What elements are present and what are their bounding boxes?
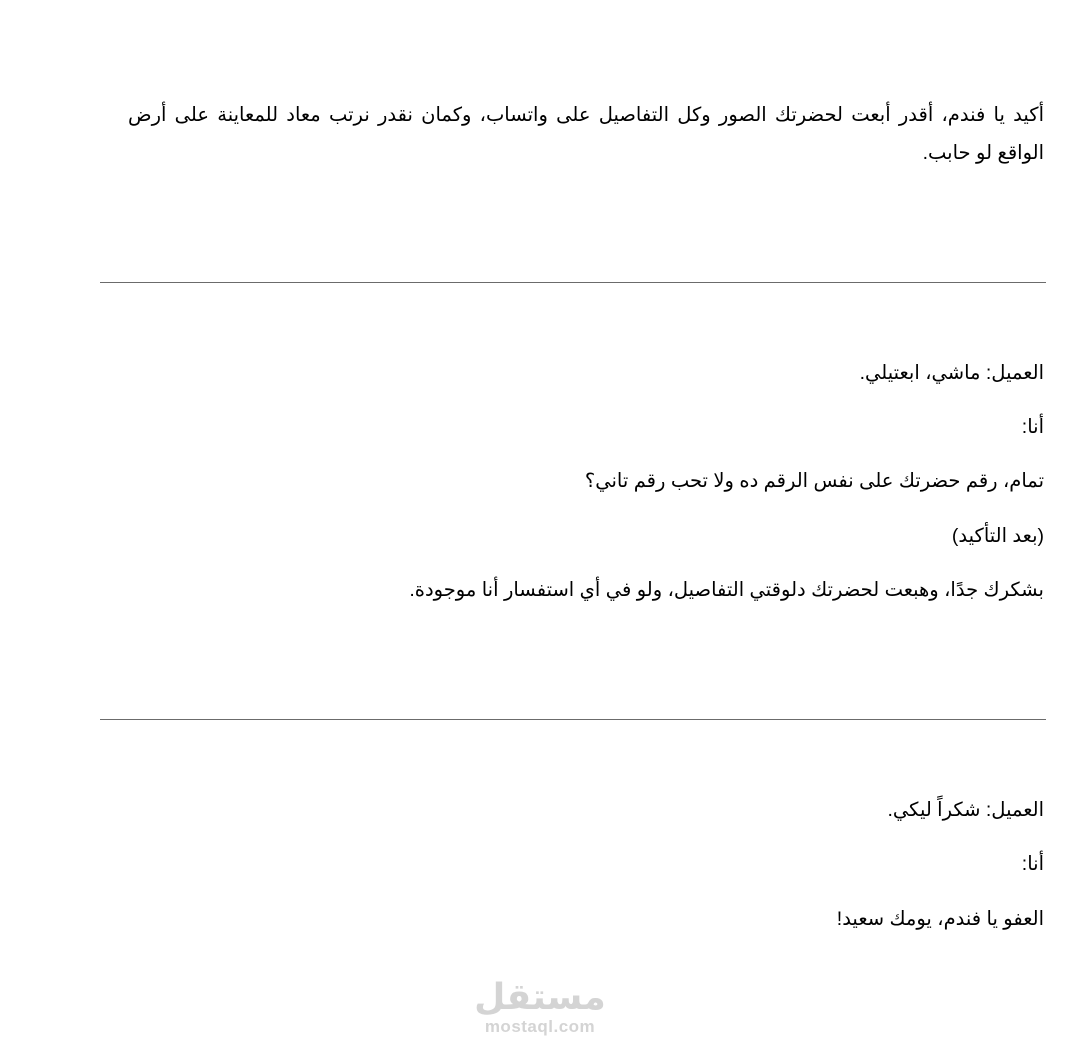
mostaql-watermark [440,978,640,1036]
reply-line: تمام، رقم حضرتك على نفس الرقم ده ولا تحب رقم تاني؟ [584,470,1044,492]
section-divider [100,719,1046,720]
customer-message: العميل: شكراً ليكي. [887,799,1044,821]
watermark-logo: مستقل [474,977,606,1018]
reply-note: (بعد التأكيد) [951,525,1044,547]
reply-paragraph: أكيد يا فندم، أقدر أبعت لحضرتك الصور وكل التفاصيل على واتساب، وكمان نقدر نرتب معاد للمعاينة على أرض الواقع لو حابب. [128,104,1044,164]
section-divider [100,282,1046,283]
speaker-label-me: أنا: [1021,853,1044,875]
reply-line: العفو يا فندم، يومك سعيد! [836,908,1044,930]
customer-message: العميل: ماشي، ابعتيلي. [859,362,1044,384]
speaker-label-me: أنا: [1021,416,1044,438]
reply-line: بشكرك جدًا، وهبعت لحضرتك دلوقتي التفاصيل، ولو في أي استفسار أنا موجودة. [409,579,1044,601]
watermark-url: mostaql.com [484,1017,596,1036]
